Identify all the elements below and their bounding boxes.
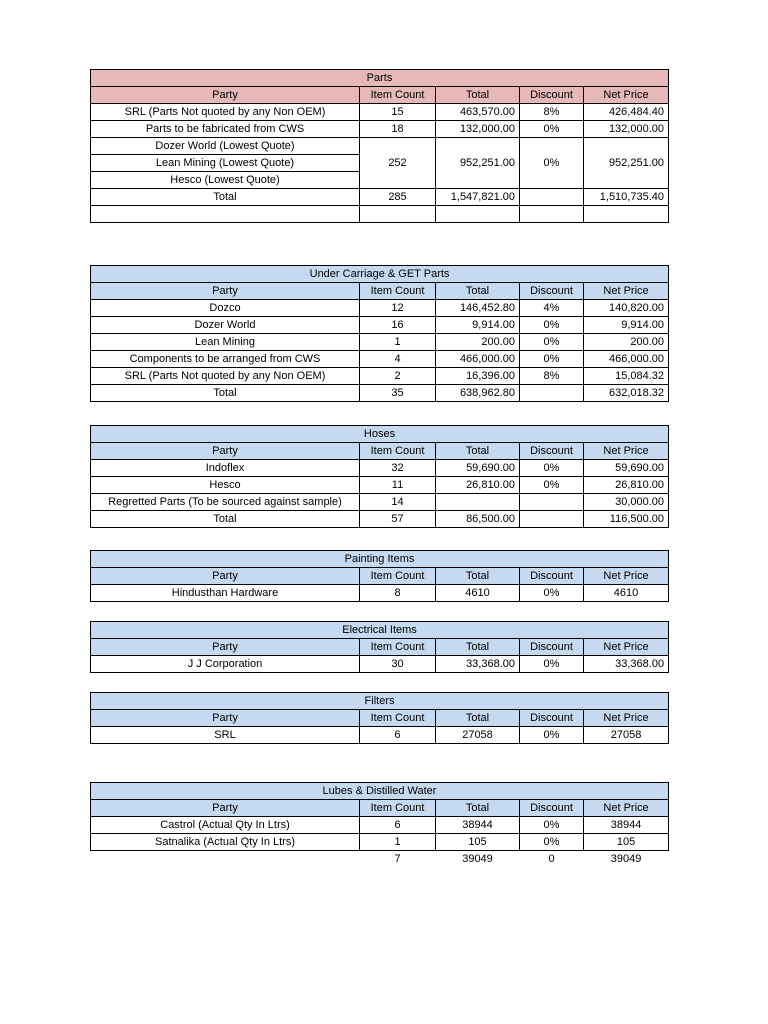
discount-cell: 0% <box>520 138 584 189</box>
col-total: Total <box>436 710 520 727</box>
discount-cell: 0% <box>520 585 584 602</box>
item-count-cell: 15 <box>360 104 436 121</box>
party-cell: Total <box>91 511 360 528</box>
summary-row <box>91 851 669 868</box>
total-cell: 33,368.00 <box>436 656 520 673</box>
item-count-cell: 32 <box>360 460 436 477</box>
party-cell: Satnalika (Actual Qty In Ltrs) <box>91 834 360 851</box>
total-cell: 200.00 <box>436 334 520 351</box>
table-row <box>91 585 669 602</box>
party-cell: Dozer World <box>91 317 360 334</box>
item-count-cell: 6 <box>360 727 436 744</box>
total-cell: 86,500.00 <box>436 511 520 528</box>
party-cell: J J Corporation <box>91 656 360 673</box>
party-cell: Hesco (Lowest Quote) <box>91 172 360 189</box>
net-price-cell: 132,000.00 <box>584 121 669 138</box>
col-discount: Discount <box>520 639 584 656</box>
table-row <box>91 351 669 368</box>
total-cell: 105 <box>436 834 520 851</box>
col-net-price: Net Price <box>584 800 669 817</box>
total-cell: 38944 <box>436 817 520 834</box>
section-title: Under Carriage & GET Parts <box>91 266 669 283</box>
total-cell: 39049 <box>462 853 493 865</box>
item-count-cell: 285 <box>360 189 436 206</box>
col-party: Party <box>91 639 360 656</box>
table-row <box>91 817 669 834</box>
col-party: Party <box>91 87 360 104</box>
total-cell <box>436 494 520 511</box>
total-cell: 466,000.00 <box>436 351 520 368</box>
section-title: Filters <box>91 693 669 710</box>
net-price-cell: 38944 <box>584 817 669 834</box>
discount-cell <box>520 494 584 511</box>
table-row <box>91 300 669 317</box>
net-price-cell: 33,368.00 <box>584 656 669 673</box>
section-title: Electrical Items <box>91 622 669 639</box>
col-item-count: Item Count <box>360 639 436 656</box>
net-price-cell: 632,018.32 <box>584 385 669 402</box>
col-item-count: Item Count <box>360 443 436 460</box>
col-item-count: Item Count <box>360 800 436 817</box>
total-cell: 16,396.00 <box>436 368 520 385</box>
discount-cell: 8% <box>520 368 584 385</box>
discount-cell <box>520 385 584 402</box>
party-cell: Hesco <box>91 477 360 494</box>
table-row <box>91 317 669 334</box>
party-cell: Total <box>91 189 360 206</box>
discount-cell: 0% <box>520 656 584 673</box>
party-cell: Parts to be fabricated from CWS <box>91 121 360 138</box>
total-cell: 27058 <box>436 727 520 744</box>
item-count-cell: 16 <box>360 317 436 334</box>
party-cell: Total <box>91 385 360 402</box>
lubes-table <box>90 782 669 867</box>
col-net-price: Net Price <box>584 710 669 727</box>
discount-cell <box>520 189 584 206</box>
header-row <box>91 87 669 104</box>
item-count-cell: 11 <box>360 477 436 494</box>
discount-cell: 0% <box>520 834 584 851</box>
header-row <box>91 710 669 727</box>
item-count-cell: 8 <box>360 585 436 602</box>
discount-cell: 0% <box>520 477 584 494</box>
col-net-price: Net Price <box>584 443 669 460</box>
col-party: Party <box>91 283 360 300</box>
col-total: Total <box>436 800 520 817</box>
discount-cell: 0% <box>520 317 584 334</box>
empty-row <box>91 206 669 223</box>
net-price-cell: 116,500.00 <box>584 511 669 528</box>
col-party: Party <box>91 443 360 460</box>
party-cell: SRL <box>91 727 360 744</box>
header-row <box>91 283 669 300</box>
item-count-cell: 57 <box>360 511 436 528</box>
col-total: Total <box>436 87 520 104</box>
under-carriage-table <box>90 265 669 402</box>
section-title: Painting Items <box>91 551 669 568</box>
table-row <box>91 656 669 673</box>
net-price-cell: 140,820.00 <box>584 300 669 317</box>
party-cell: Hindusthan Hardware <box>91 585 360 602</box>
discount-cell: 4% <box>520 300 584 317</box>
header-row <box>91 800 669 817</box>
col-net-price: Net Price <box>584 568 669 585</box>
net-price-cell: 426,484.40 <box>584 104 669 121</box>
net-price-cell: 4610 <box>584 585 669 602</box>
table-row <box>91 138 669 155</box>
col-net-price: Net Price <box>584 283 669 300</box>
section-title: Lubes & Distilled Water <box>91 783 669 800</box>
item-count-cell: 7 <box>394 853 401 865</box>
electrical-items-table <box>90 621 669 673</box>
net-price-cell: 26,810.00 <box>584 477 669 494</box>
col-total: Total <box>436 283 520 300</box>
total-cell: 4610 <box>436 585 520 602</box>
item-count-cell: 35 <box>360 385 436 402</box>
total-cell: 26,810.00 <box>436 477 520 494</box>
total-cell: 1,547,821.00 <box>436 189 520 206</box>
discount-cell: 0% <box>520 727 584 744</box>
item-count-cell: 1 <box>360 834 436 851</box>
painting-items-table <box>90 550 669 602</box>
party-cell: Dozco <box>91 300 360 317</box>
total-row <box>91 511 669 528</box>
col-discount: Discount <box>520 568 584 585</box>
col-total: Total <box>436 443 520 460</box>
total-row <box>91 385 669 402</box>
party-cell: Castrol (Actual Qty In Ltrs) <box>91 817 360 834</box>
col-discount: Discount <box>520 800 584 817</box>
header-row <box>91 443 669 460</box>
party-cell: Lean Mining <box>91 334 360 351</box>
item-count-cell: 2 <box>360 368 436 385</box>
net-price-cell: 952,251.00 <box>584 138 669 189</box>
net-price-cell: 105 <box>584 834 669 851</box>
col-item-count: Item Count <box>360 568 436 585</box>
net-price-cell: 30,000.00 <box>584 494 669 511</box>
parts-table <box>90 69 669 223</box>
col-net-price: Net Price <box>584 87 669 104</box>
party-cell: Indoflex <box>91 460 360 477</box>
item-count-cell: 14 <box>360 494 436 511</box>
item-count-cell: 18 <box>360 121 436 138</box>
net-price-cell: 39049 <box>610 853 642 865</box>
table-row <box>91 727 669 744</box>
item-count-cell: 6 <box>360 817 436 834</box>
total-cell: 638,962.80 <box>436 385 520 402</box>
total-cell: 952,251.00 <box>436 138 520 189</box>
item-count-cell: 30 <box>360 656 436 673</box>
col-discount: Discount <box>520 87 584 104</box>
col-total: Total <box>436 568 520 585</box>
item-count-cell: 12 <box>360 300 436 317</box>
header-row <box>91 639 669 656</box>
discount-cell: 8% <box>520 104 584 121</box>
net-price-cell: 15,084.32 <box>584 368 669 385</box>
col-item-count: Item Count <box>360 283 436 300</box>
discount-cell: 0% <box>520 121 584 138</box>
table-row <box>91 368 669 385</box>
party-cell: Regretted Parts (To be sourced against sample) <box>91 494 360 511</box>
table-row <box>91 477 669 494</box>
item-count-cell: 4 <box>360 351 436 368</box>
party-cell <box>91 851 360 868</box>
party-cell: Lean Mining (Lowest Quote) <box>91 155 360 172</box>
item-count-cell: 1 <box>360 334 436 351</box>
net-price-cell: 9,914.00 <box>584 317 669 334</box>
table-row <box>91 834 669 851</box>
total-cell: 463,570.00 <box>436 104 520 121</box>
col-party: Party <box>91 568 360 585</box>
total-cell: 9,914.00 <box>436 317 520 334</box>
discount-cell <box>520 511 584 528</box>
discount-cell: 0% <box>520 334 584 351</box>
total-cell: 146,452.80 <box>436 300 520 317</box>
col-item-count: Item Count <box>360 710 436 727</box>
discount-cell: 0% <box>520 460 584 477</box>
header-row <box>91 568 669 585</box>
col-discount: Discount <box>520 443 584 460</box>
filters-table <box>90 692 669 744</box>
net-price-cell: 27058 <box>584 727 669 744</box>
net-price-cell: 200.00 <box>584 334 669 351</box>
discount-cell: 0% <box>520 817 584 834</box>
table-row <box>91 334 669 351</box>
section-title: Hoses <box>91 426 669 443</box>
col-discount: Discount <box>520 710 584 727</box>
table-row <box>91 494 669 511</box>
item-count-cell: 252 <box>360 138 436 189</box>
party-cell: SRL (Parts Not quoted by any Non OEM) <box>91 368 360 385</box>
discount-cell: 0% <box>520 351 584 368</box>
party-cell: SRL (Parts Not quoted by any Non OEM) <box>91 104 360 121</box>
col-party: Party <box>91 710 360 727</box>
net-price-cell: 466,000.00 <box>584 351 669 368</box>
party-cell: Components to be arranged from CWS <box>91 351 360 368</box>
table-row <box>91 121 669 138</box>
col-discount: Discount <box>520 283 584 300</box>
net-price-cell: 1,510,735.40 <box>584 189 669 206</box>
total-cell: 132,000.00 <box>436 121 520 138</box>
col-party: Party <box>91 800 360 817</box>
party-cell: Dozer World (Lowest Quote) <box>91 138 360 155</box>
col-item-count: Item Count <box>360 87 436 104</box>
col-net-price: Net Price <box>584 639 669 656</box>
table-row <box>91 460 669 477</box>
section-title: Parts <box>91 70 669 87</box>
table-row <box>91 104 669 121</box>
hoses-table <box>90 425 669 528</box>
net-price-cell: 59,690.00 <box>584 460 669 477</box>
total-row <box>91 189 669 206</box>
total-cell: 59,690.00 <box>436 460 520 477</box>
col-total: Total <box>436 639 520 656</box>
discount-cell: 0 <box>548 853 555 865</box>
